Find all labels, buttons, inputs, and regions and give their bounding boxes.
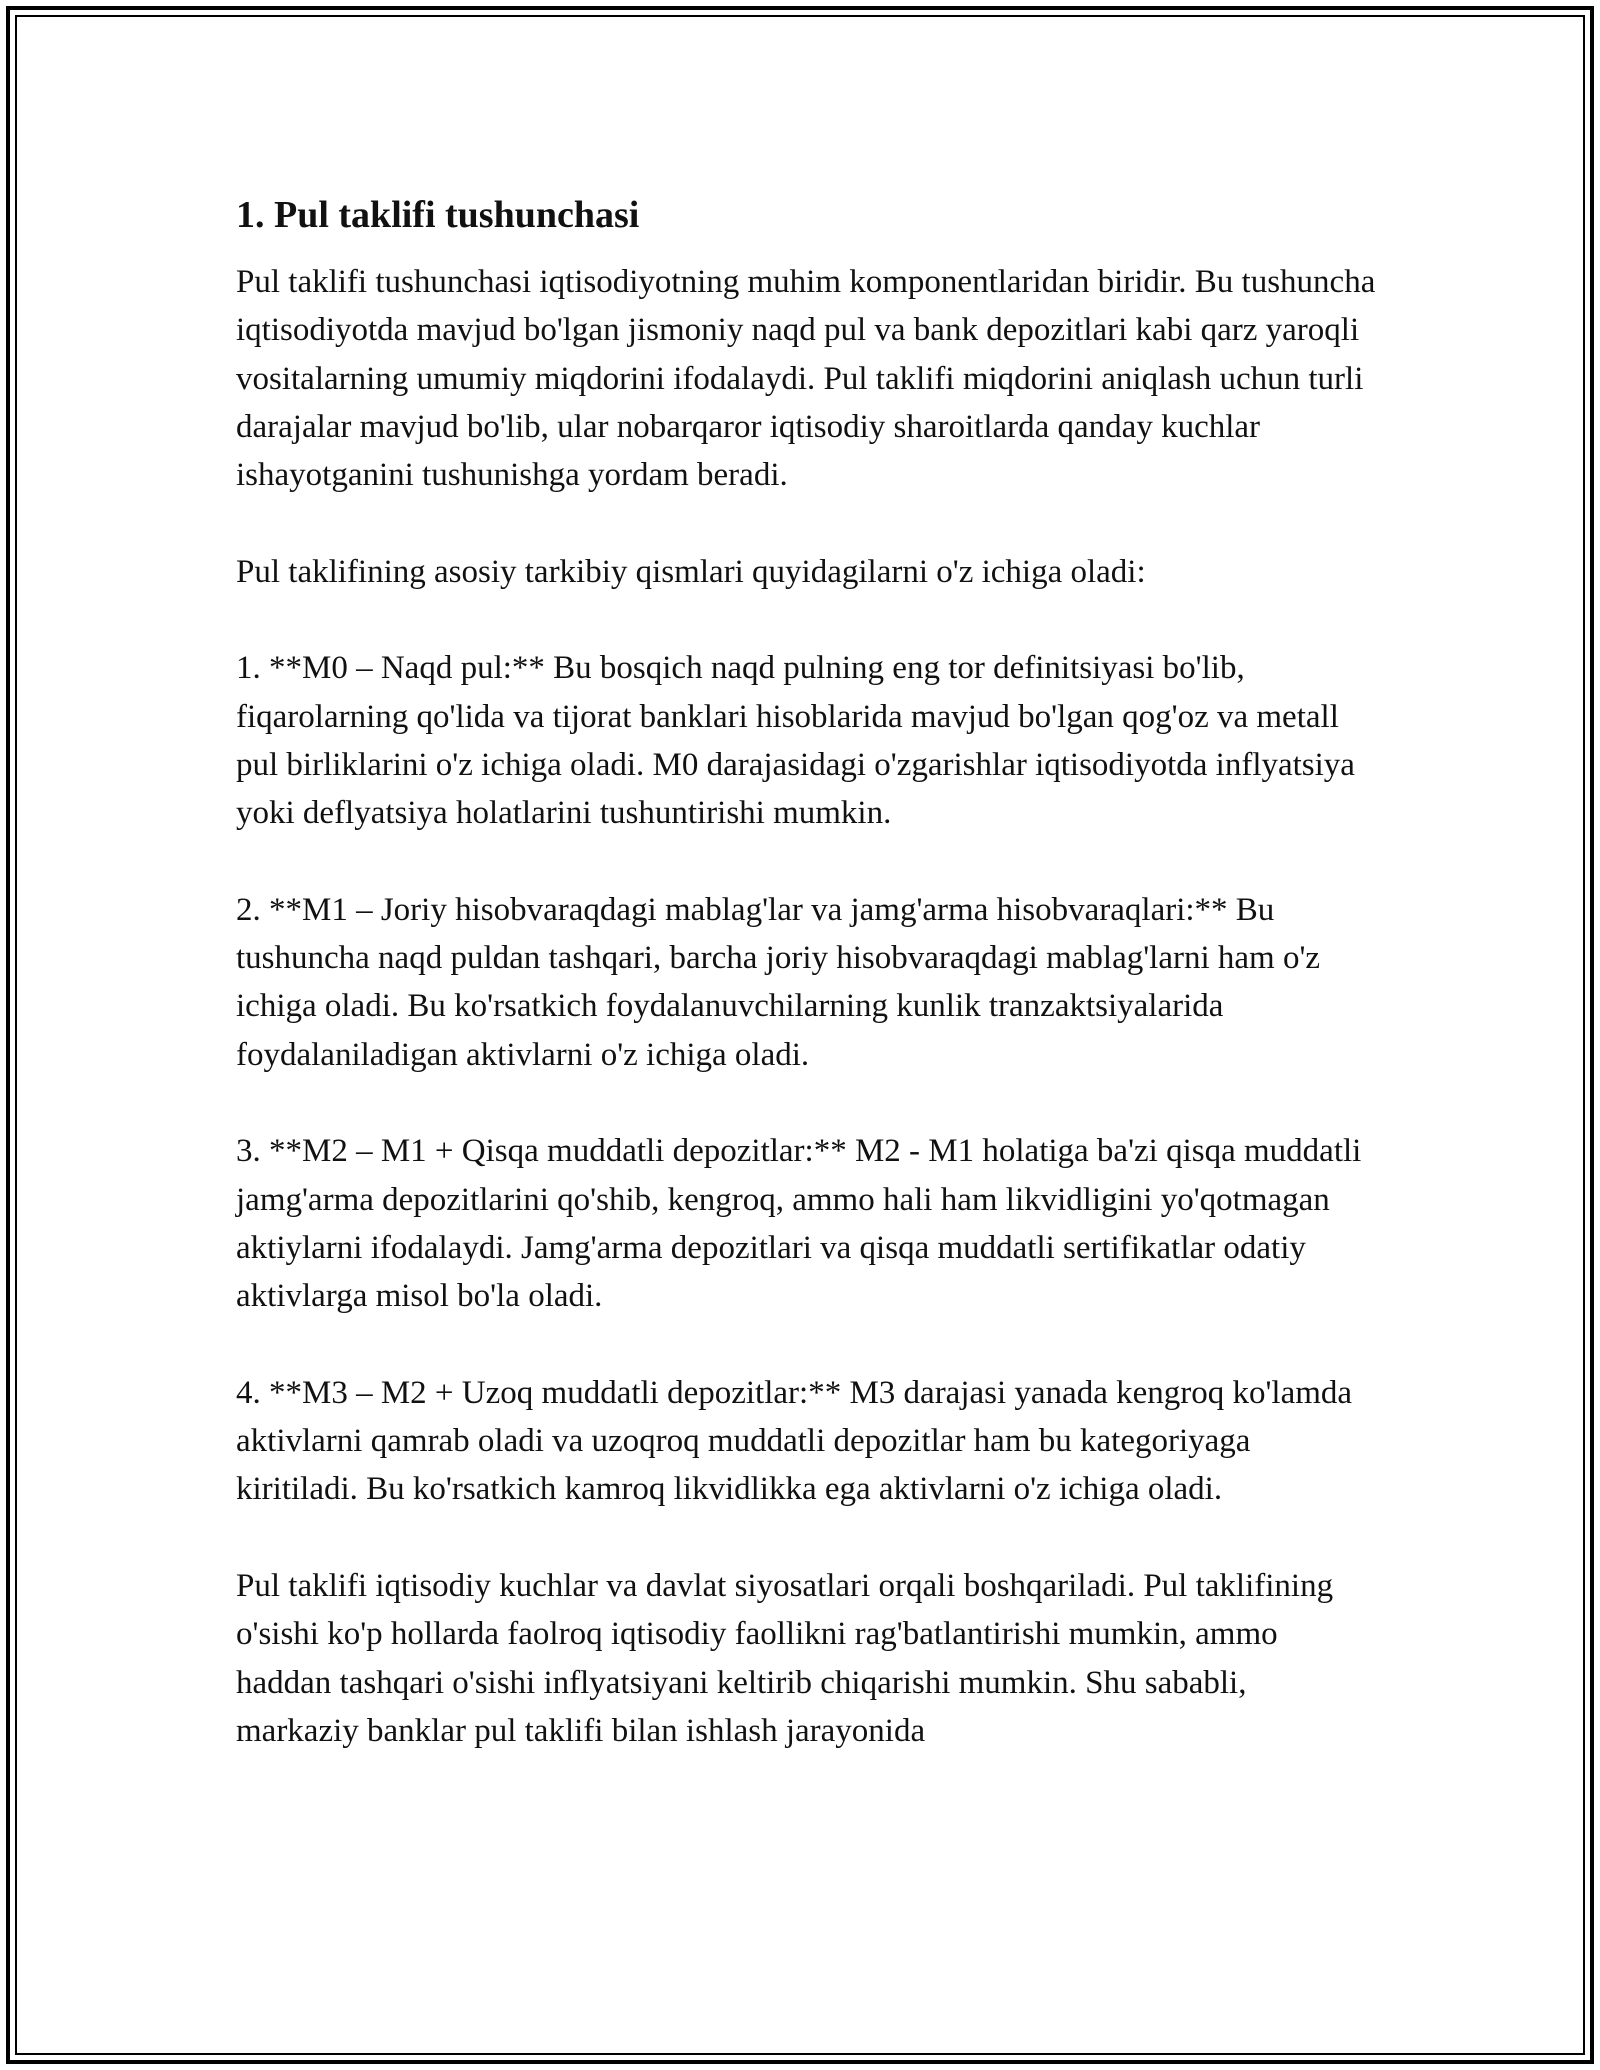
paragraph-intro: Pul taklifi tushunchasi iqtisodiyotning muhim komponentlaridan biridir. Bu tushuncha iqtisodiyotda mavjud bo'lgan jismoniy naqd pul va bank depozitlari kabi qarz yaroqli vositalarning umumiy miqdorini ifodalaydi. Pul taklifi miqdorini aniqlash uchun turli darajalar mavjud bo'lib, ular nobarqaror iqtisodiy sharoitlarda qanday kuchlar ishayotganini tushunishga yordam beradi. bbox=[236, 264, 1376, 494]
document-body bbox=[236, 186, 1376, 1804]
paragraph-regulation: Pul taklifi iqtisodiy kuchlar va davlat siyosatlari orqali boshqariladi. Pul taklifining o'sishi ko'p hollarda faolroq iqtisodiy faollikni rag'batlantirishi mumkin, ammo haddan tashqari o'sishi inflyatsiyani keltirib chiqarishi mumkin. Shu sababli, markaziy banklar pul taklifi bilan ishlash jarayonida bbox=[236, 1568, 1334, 1749]
section-heading: 1. Pul taklifi tushunchasi bbox=[236, 194, 640, 236]
list-item-m0: 1. **M0 – Naqd pul:** Bu bosqich naqd pulning eng tor definitsiyasi bo'lib, fiqarolarning qo'lida va tijorat banklari hisoblarida mavjud bo'lgan qog'oz va metall pul birliklarini o'z ichiga oladi. M0 darajasidagi o'zgarishlar iqtisodiyotda inflyatsiya yoki deflyatsiya holatlarini tushuntirishi mumkin. bbox=[236, 650, 1355, 832]
paragraph-components-lead: Pul taklifining asosiy tarkibiy qismlari quyidagilarni o'z ichiga oladi: bbox=[236, 553, 1146, 590]
list-item-m2: 3. **M2 – M1 + Qisqa muddatli depozitlar:** M2 - M1 holatiga ba'zi qisqa muddatli jamg'arma depozitlarini qo'shib, kengroq, ammo hali ham likvidligini yo'qotmagan aktiylarni ifodalaydi. Jamg'arma depozitlari va qisqa muddatli sertifikatlar odatiy aktivlarga misol bo'la oladi. bbox=[236, 1133, 1362, 1315]
list-item-m3: 4. **M3 – M2 + Uzoq muddatli depozitlar:** M3 darajasi yanada kengroq ko'lamda aktivlarni qamrab oladi va uzoqroq muddatli depozitlar ham bu kategoriyaga kiritiladi. Bu ko'rsatkich kamroq likvidlikka ega aktivlarni o'z ichiga oladi. bbox=[236, 1374, 1353, 1508]
list-item-m1: 2. **M1 – Joriy hisobvaraqdagi mablag'lar va jamg'arma hisobvaraqlari:** Bu tushuncha naqd puldan tashqari, barcha joriy hisobvaraqdagi mablag'larni ham o'z ichiga oladi. Bu ko'rsatkich foydalanuvchilarning kunlik tranzaktsiyalarida foydalaniladigan aktivlarni o'z ichiga oladi. bbox=[236, 891, 1321, 1073]
